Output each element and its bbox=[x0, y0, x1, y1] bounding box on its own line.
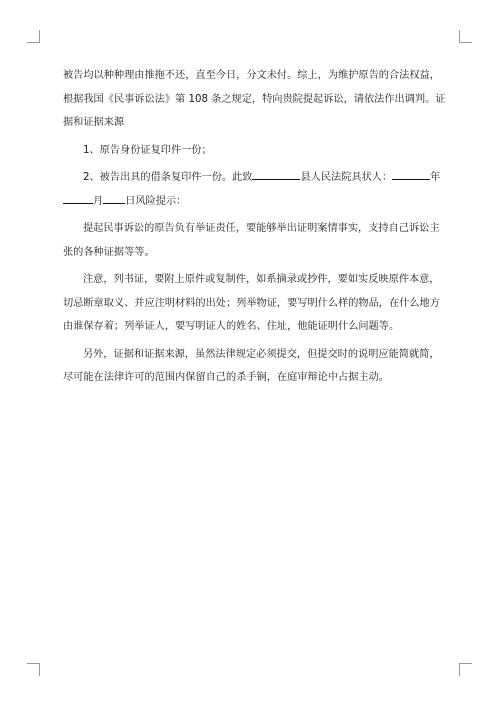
evidence-item-1: 1、原告身份证复印件一份； bbox=[83, 144, 212, 156]
crop-mark-top-right bbox=[459, 30, 472, 43]
risk-notice-heading: 日风险提示： bbox=[125, 195, 187, 207]
crop-mark-bottom-left bbox=[27, 663, 40, 676]
county-blank bbox=[252, 168, 300, 180]
date-line bbox=[63, 190, 445, 214]
evidence-item-2-text: 2、被告出具的借条复印件一份。此致 bbox=[83, 172, 253, 183]
paragraph-line: 尽可能在法律许可的范围内保留自己的杀手锏，在庭审辩论中占据主动。 bbox=[63, 372, 389, 383]
document-body bbox=[63, 64, 445, 390]
paragraph-line: 切忌断章取义、并应注明材料的出处；列举物证，要写明什么样的物品，在什么地方 bbox=[63, 297, 440, 309]
crop-mark-bottom-right bbox=[459, 663, 472, 676]
paragraph-line: 提起民事诉讼的原告负有举证责任，要能够举出证明案情事实，支持自己诉讼主 bbox=[83, 223, 440, 234]
paragraph-line: 根据我国《民事诉讼法》第 108 条之规定，特向贵院提起诉讼，请依法作出调判。证 bbox=[63, 93, 445, 105]
month-blank bbox=[63, 192, 93, 204]
paragraph-line: 由谁保存着；列举证人，要写明证人的姓名、住址，他能证明什么问题等。 bbox=[63, 321, 400, 332]
court-signature-text: 县人民法院具状人： bbox=[300, 172, 393, 183]
year-label: 年 bbox=[430, 172, 441, 183]
paragraph-line: 另外，证据和证据来源，虽然法律规定必须提交，但提交时的说明应能简就简， bbox=[83, 348, 440, 360]
crop-mark-top-left bbox=[27, 30, 40, 43]
paragraph-line: 张的各种证据等等。 bbox=[63, 246, 155, 258]
year-blank bbox=[392, 168, 430, 180]
paragraph-line: 据和证据来源 bbox=[63, 117, 125, 128]
evidence-item-2 bbox=[63, 166, 445, 190]
day-blank bbox=[103, 192, 125, 204]
paragraph-line: 被告均以种种理由推拖不还，直至今日，分文未付。综上，为维护原告的合法权益， bbox=[63, 70, 440, 81]
paragraph-line: 注意，列书证，要附上原件或复制件，如系摘录或抄件，要如实反映原件本意， bbox=[83, 274, 440, 285]
month-label: 月 bbox=[93, 195, 104, 207]
